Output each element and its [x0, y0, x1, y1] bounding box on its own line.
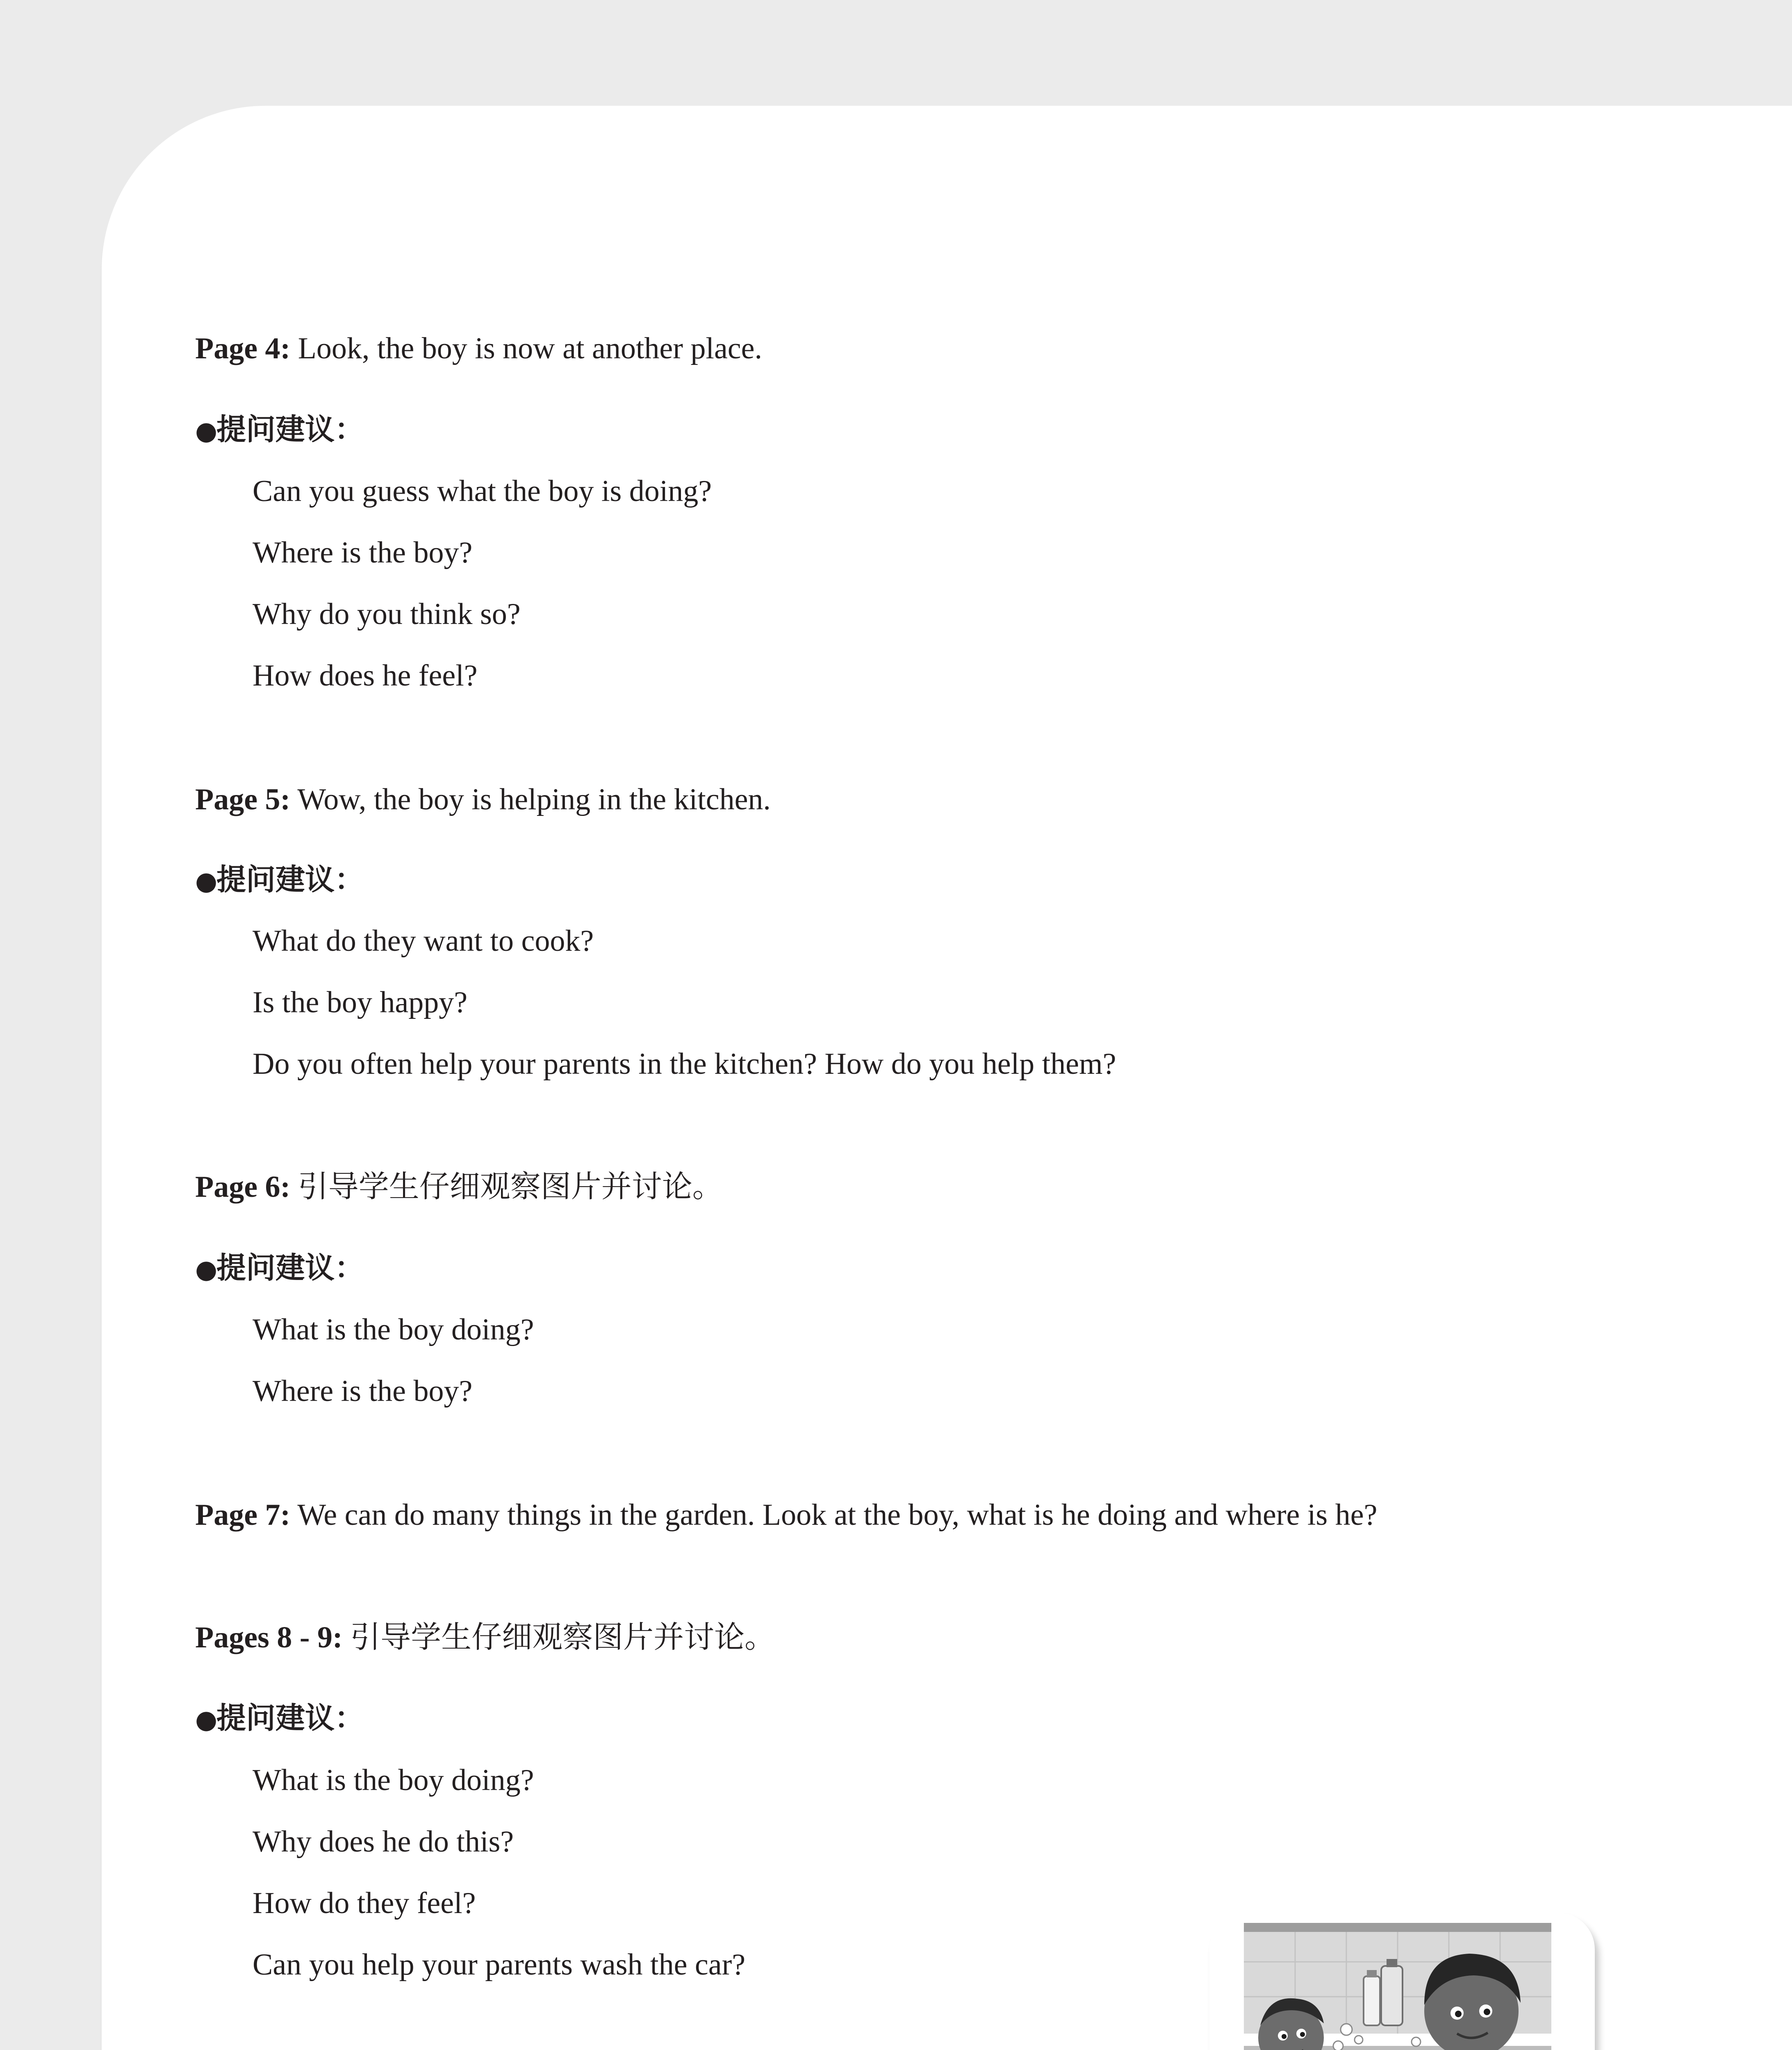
question-suggestion-heading: ●提问建议：	[195, 859, 364, 902]
bullet-icon: ●	[195, 1254, 218, 1284]
section-text: Wow, the boy is helping in the kitchen.	[290, 783, 771, 816]
section-text: 引导学生仔细观察图片并讨论。	[342, 1621, 775, 1654]
question-item: Do you often help your parents in the kitchen? How do you help them?	[253, 1047, 1116, 1081]
two-boys-illustration	[1244, 1923, 1551, 2050]
section-text: We can do many things in the garden. Look at the boy, what is he doing and where is he?	[290, 1498, 1378, 1532]
section-label: Page 6:	[195, 1170, 291, 1204]
section-page-4	[195, 328, 762, 369]
question-suggestion-heading: ●提问建议：	[195, 409, 364, 451]
section-pages-8-9	[195, 1617, 775, 1658]
question-item: Where is the boy?	[253, 1374, 473, 1408]
question-suggestion-heading: ●提问建议：	[195, 1697, 364, 1740]
section-label: Page 4:	[195, 332, 291, 365]
illustration-card	[1209, 1913, 1595, 2050]
question-suggestion-heading: ●提问建议：	[195, 1247, 364, 1290]
bullet-icon: ●	[195, 416, 218, 446]
section-page-5	[195, 779, 771, 820]
section-label: Page 7:	[195, 1498, 291, 1532]
question-item: Where is the boy?	[253, 536, 473, 569]
question-item: Why does he do this?	[253, 1825, 514, 1859]
question-item: How do they feel?	[253, 1886, 476, 1920]
section-page-7	[195, 1494, 1377, 1535]
question-item: What is the boy doing?	[253, 1313, 534, 1346]
bullet-icon: ●	[195, 1704, 218, 1734]
section-text: 引导学生仔细观察图片并讨论。	[290, 1170, 723, 1204]
section-text: Look, the boy is now at another place.	[290, 332, 762, 365]
question-item: Can you help your parents wash the car?	[253, 1948, 746, 1982]
section-label: Page 5:	[195, 783, 291, 816]
question-item: How does he feel?	[253, 659, 478, 692]
question-item: Is the boy happy?	[253, 986, 468, 1019]
section-label: Pages 8 - 9:	[195, 1621, 343, 1654]
question-item: Can you guess what the boy is doing?	[253, 474, 712, 508]
question-item: What is the boy doing?	[253, 1763, 534, 1797]
question-item: Why do you think so?	[253, 597, 521, 631]
bullet-icon: ●	[195, 866, 218, 896]
question-item: What do they want to cook?	[253, 924, 594, 958]
section-page-6	[195, 1166, 723, 1207]
